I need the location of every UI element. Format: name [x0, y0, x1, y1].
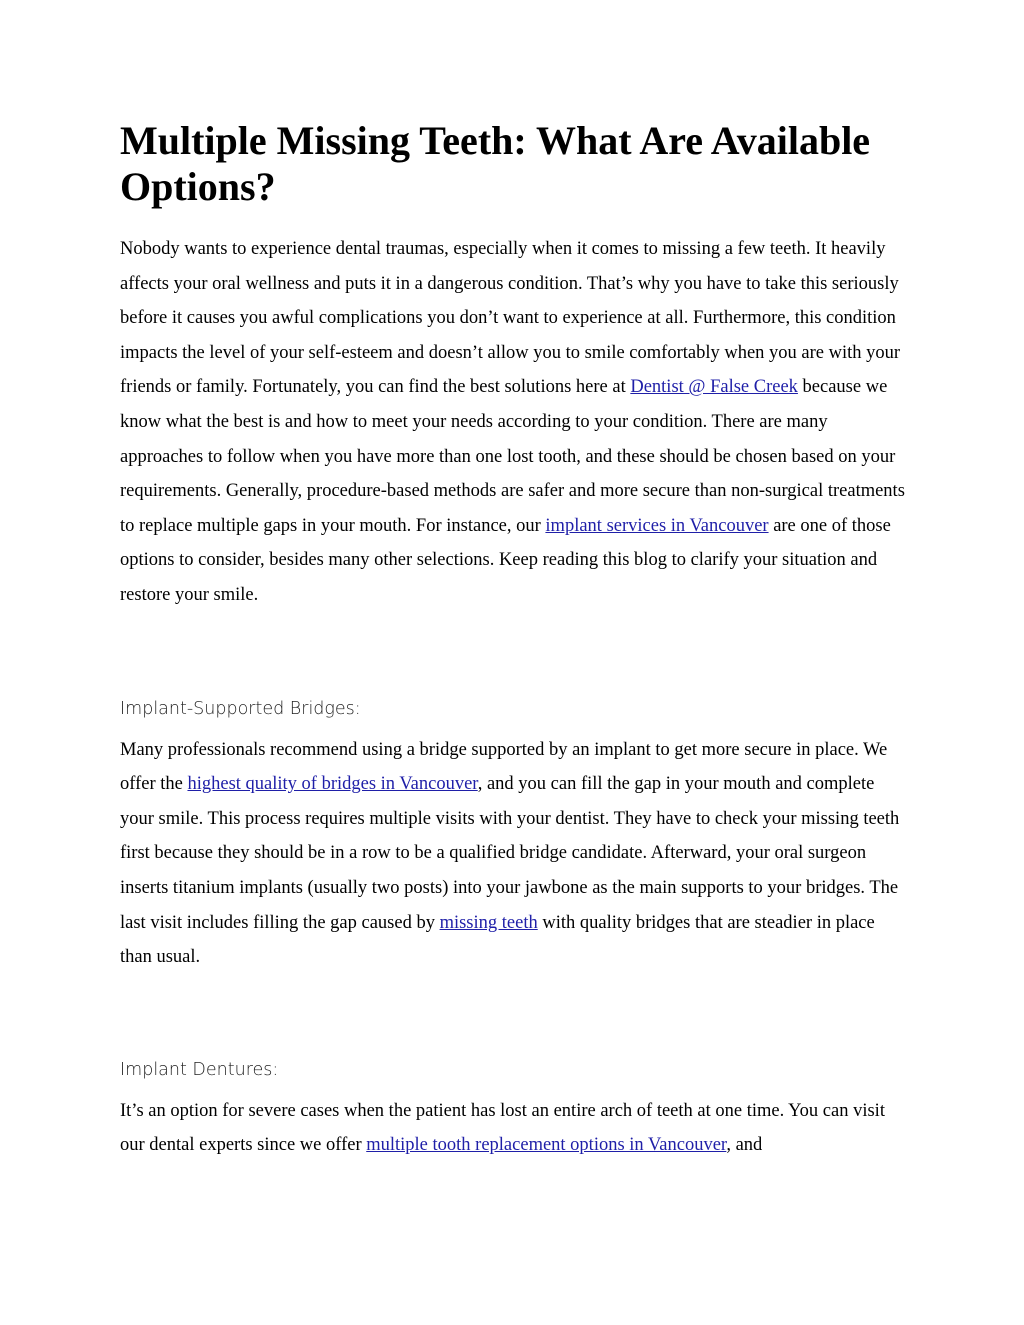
- bridges-text-1: Many professionals recommend using a bridge supported by an implant to get more secure in place. We offer the: [120, 739, 888, 795]
- dentures-text-1: It’s an option for severe cases when the patient has lost an entire arch of teeth at one time. You can visit our dental experts since we offer: [120, 1100, 885, 1156]
- bridges-vancouver-link[interactable]: highest quality of bridges in Vancouver: [187, 774, 478, 795]
- intro-text-1: Nobody wants to experience dental traumas, especially when it comes to missing a few teeth. It heavily affects your oral wellness and puts it in a dangerous condition. That’s why you have to take this seriously before it causes you awful complications you don’t want to experience at all. Furthermore, this condition impacts the level of your self-esteem and doesn’t allow you to smile comfortably when you are with your friends or family. Fortunately, you can find the best solutions here at: [120, 239, 901, 398]
- bridges-paragraph: [120, 733, 910, 975]
- dentist-false-creek-link[interactable]: Dentist @ False Creek: [630, 377, 798, 398]
- section-heading-dentures: Implant Dentures:: [120, 1059, 279, 1080]
- implant-services-link[interactable]: implant services in Vancouver: [545, 515, 769, 536]
- section-heading-bridges: Implant-Supported Bridges:: [120, 698, 361, 719]
- section-spacer: [120, 613, 910, 698]
- tooth-replacement-link[interactable]: multiple tooth replacement options in Vancouver: [366, 1135, 727, 1156]
- bridges-text-2: , and you can fill the gap in your mouth and complete your smile. This process requires multiple visits with your dentist. They have to check your missing teeth first because they should be in a row to be a qualified bridge candidate. Afterward, your oral surgeon inserts titanium implants (usually two posts) into your jawbone as the main supports to your bridges. The last visit includes filling the gap caused by: [120, 774, 900, 933]
- page-title: Multiple Missing Teeth: What Are Available Options?: [120, 118, 871, 209]
- intro-text-3: are one of those options to consider, besides many other selections. Keep reading this blog to clarify your situation and restore your smile.: [120, 515, 891, 605]
- intro-text-2: because we know what the best is and how to meet your needs according to your condition. There are many approaches to follow when you have more than one lost tooth, and these should be chosen based on your requirements. Generally, procedure-based methods are safer and more secure than non-surgical treatments to replace multiple gaps in your mouth. For instance, our: [120, 377, 905, 536]
- intro-paragraph: [120, 232, 910, 613]
- dentures-paragraph: [120, 1094, 910, 1163]
- bridges-text-3: with quality bridges that are steadier in place than usual.: [120, 912, 875, 968]
- document-page: [120, 118, 910, 1163]
- section-spacer: [120, 975, 910, 1059]
- missing-teeth-link[interactable]: missing teeth: [439, 912, 538, 933]
- dentures-text-2: , and: [726, 1135, 763, 1156]
